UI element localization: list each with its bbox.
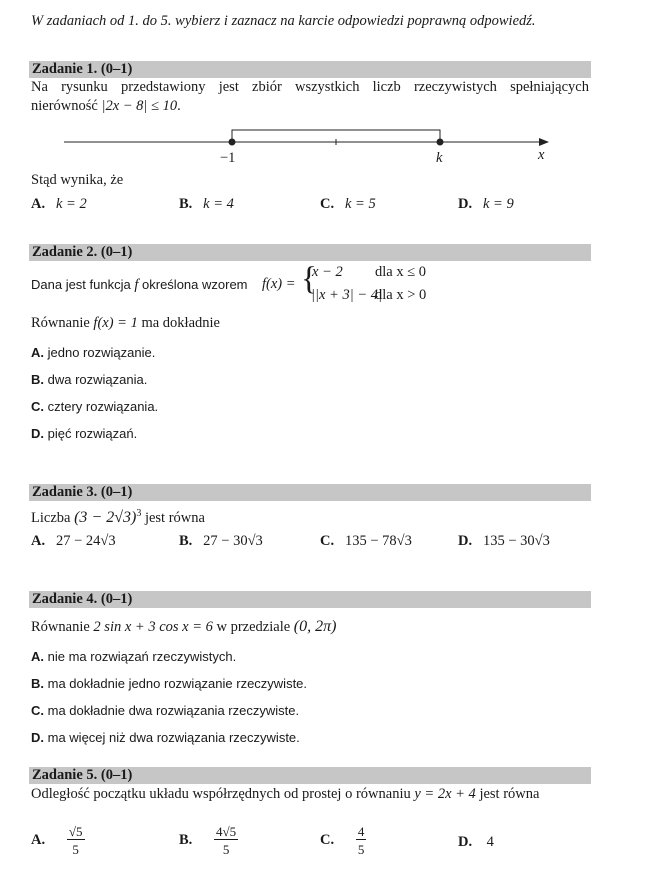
task-4-equation: 2 sin x + 3 cos x = 6 (93, 619, 213, 635)
task-3-prefix: Liczba (31, 509, 71, 526)
option-letter: C. (320, 196, 335, 212)
task-3-exponent: 3 (136, 508, 142, 519)
option-letter: C. (320, 832, 335, 848)
fraction-denominator: 5 (222, 842, 230, 857)
task-5-header: Zadanie 5. (0–1) (32, 767, 133, 783)
task-1-conclusion: Stąd wynika, że (31, 172, 124, 188)
task-2-eq-suffix: ma dokładnie (141, 315, 220, 331)
task-1-text-prefix: nierówność (31, 98, 98, 114)
option-letter: D. (458, 834, 473, 850)
task-2-option-b[interactable] (31, 372, 147, 387)
task-2-case2-expr: ||x + 3| − 4| (311, 287, 382, 303)
task-2-header-bar (29, 244, 591, 261)
task-2-def-f: f (134, 277, 139, 293)
task-2-fx: f(x) = (262, 276, 296, 292)
task-2-option-d[interactable] (31, 426, 137, 441)
option-text: k = 4 (203, 196, 234, 212)
option-letter: C. (320, 533, 335, 549)
option-text: pięć rozwiązań. (47, 426, 138, 441)
fraction-denominator: 5 (72, 842, 79, 857)
task-3-option-a[interactable] (31, 533, 116, 550)
task-3-option-c[interactable] (320, 533, 412, 550)
option-letter: B. (179, 832, 193, 848)
task-4-option-c[interactable] (31, 703, 299, 718)
task-5-option-d[interactable] (458, 834, 494, 851)
task-2-brace: { (301, 261, 317, 297)
fraction (214, 824, 238, 857)
option-letter: C. (31, 703, 44, 718)
task-3-option-d[interactable] (458, 533, 550, 550)
option-text: k = 5 (344, 196, 376, 212)
option-letter: A. (31, 832, 46, 848)
task-5-option-b[interactable] (179, 824, 238, 857)
number-line-right-point (437, 139, 444, 146)
task-3-base: (3 − 2√3) (74, 508, 137, 526)
task-5-option-a[interactable] (31, 824, 85, 857)
task-1-option-c[interactable] (320, 196, 376, 213)
task-4-interval: (0, 2π) (293, 618, 337, 635)
task-4-header-bar (29, 591, 591, 608)
task-2-def-mid: określona wzorem (142, 277, 248, 292)
task-1-header-bar (29, 61, 591, 78)
task-4-option-d[interactable] (31, 730, 300, 745)
task-5-header-bar (29, 767, 591, 784)
task-5-suffix: jest równa (479, 786, 540, 802)
task-3-header-bar (29, 484, 591, 501)
task-2-case2-cond: dla x > 0 (375, 287, 427, 303)
instructions: W zadaniach od 1. do 5. wybierz i zaznacz na karcie odpowiedzi poprawną odpowiedź. (31, 13, 536, 29)
number-line-right-label: k (436, 150, 443, 166)
task-2-case1-expr: x − 2 (312, 264, 343, 280)
number-line (0, 120, 664, 170)
option-text: 4 (486, 834, 494, 850)
option-text: ma dokładnie jedno rozwiązanie rzeczywiste. (47, 676, 308, 691)
option-text: ma dokładnie dwa rozwiązania rzeczywiste. (47, 703, 300, 718)
task-2-equation-line (31, 315, 220, 332)
task-3-option-b[interactable] (179, 533, 263, 550)
option-letter: D. (458, 196, 473, 212)
task-4-option-b[interactable] (31, 676, 307, 691)
option-text: 135 − 78√3 (344, 533, 412, 549)
task-2-case1-cond: dla x ≤ 0 (375, 264, 427, 280)
task-1-text-line1: Na rysunku przedstawiony jest zbiór wszystkich liczb rzeczywistych spełniających (31, 79, 589, 95)
task-5-text (31, 786, 539, 803)
task-3-text (31, 508, 205, 527)
option-letter: B. (179, 533, 193, 549)
option-letter: C. (31, 399, 44, 414)
task-2-def-prefix: Dana jest funkcja (31, 277, 131, 292)
option-letter: A. (31, 196, 46, 212)
option-letter: D. (458, 533, 473, 549)
option-text: cztery rozwiązania. (47, 399, 159, 414)
task-3-suffix: jest równa (144, 509, 205, 526)
option-letter: A. (31, 345, 44, 360)
task-4-text (31, 618, 336, 636)
fraction (356, 824, 367, 857)
task-5-prefix: Odległość początku układu współrzędnych od prostej o równaniu (31, 786, 411, 802)
fraction (67, 824, 85, 857)
option-letter: D. (31, 426, 44, 441)
number-line-left-label: −1 (220, 150, 236, 166)
task-4-prefix: Równanie (31, 619, 90, 635)
task-4-header: Zadanie 4. (0–1) (32, 591, 133, 607)
option-letter: B. (31, 372, 44, 387)
fraction-denominator: 5 (357, 842, 365, 857)
task-4-option-a[interactable] (31, 649, 236, 664)
task-2-eq-prefix: Równanie (31, 315, 90, 331)
option-text: nie ma rozwiązań rzeczywistych. (47, 649, 237, 664)
option-letter: D. (31, 730, 44, 745)
task-2-option-c[interactable] (31, 399, 158, 414)
option-letter: B. (179, 196, 193, 212)
number-line-left-point (229, 139, 236, 146)
task-1-option-a[interactable] (31, 196, 87, 213)
option-letter: A. (31, 649, 44, 664)
task-2-option-a[interactable] (31, 345, 155, 360)
fraction-numerator: √5 (68, 824, 83, 839)
option-text: dwa rozwiązania. (47, 372, 148, 387)
option-text: ma więcej niż dwa rozwiązania rzeczywiste. (47, 730, 300, 745)
task-1-option-d[interactable] (458, 196, 514, 213)
option-letter: B. (31, 676, 44, 691)
number-line-arrow (539, 138, 549, 146)
task-2-equation: f(x) = 1 (93, 315, 138, 331)
option-text: 27 − 30√3 (203, 533, 263, 549)
option-text: k = 9 (482, 196, 514, 212)
option-letter: A. (31, 533, 46, 549)
task-5-option-c[interactable] (320, 824, 366, 857)
fraction-numerator: 4 (357, 824, 365, 839)
task-2-definition (31, 277, 248, 294)
task-1-text-line2: nierówność |2x − 8| ≤ 10. (31, 98, 181, 114)
fraction-numerator: 4√5 (216, 824, 237, 839)
number-line-axis-label: x (538, 147, 545, 163)
option-text: 135 − 30√3 (482, 533, 550, 549)
task-4-mid: w przedziale (216, 619, 291, 635)
option-text: k = 2 (55, 196, 87, 212)
task-2-header: Zadanie 2. (0–1) (32, 244, 133, 260)
option-text: jedno rozwiązanie. (47, 345, 156, 360)
task-1-inequality: |2x − 8| ≤ 10 (101, 98, 178, 114)
task-3-header: Zadanie 3. (0–1) (32, 484, 133, 500)
task-5-line-eq: y = 2x + 4 (414, 786, 476, 802)
task-1-option-b[interactable] (179, 196, 234, 213)
option-text: 27 − 24√3 (55, 533, 116, 549)
task-1-header: Zadanie 1. (0–1) (32, 61, 133, 77)
